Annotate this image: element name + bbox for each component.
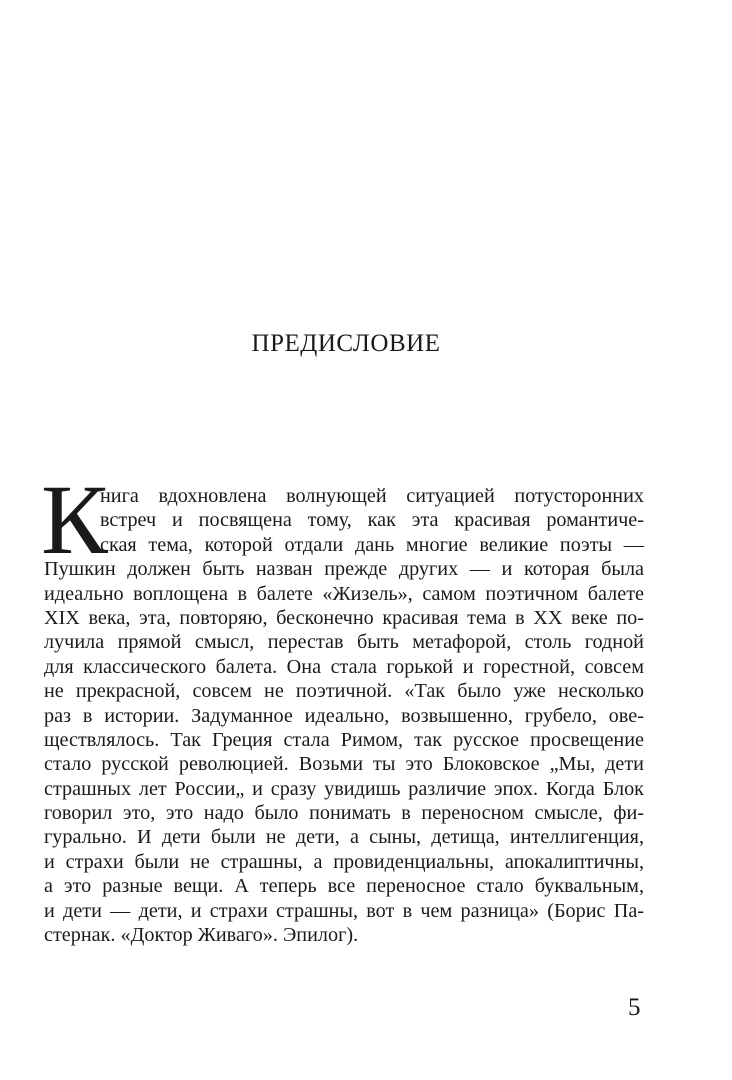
text-line: гурально. И дети были не дети, а сыны, детища, интеллигенция, xyxy=(44,826,644,849)
text-line: лучила прямой смысл, перестав быть метафорой, столь годной xyxy=(44,631,644,654)
text-line: раз в истории. Задуманное идеально, возвышенно, грубело, овe- xyxy=(44,704,644,727)
text-line: ществлялось. Так Греция стала Римом, так русское просвещение xyxy=(44,728,644,751)
text-line: нига вдохновлена волнующей ситуацией потусторонних xyxy=(100,485,644,507)
text-line: встреч и посвящена тому, как эта красивая романтиче- xyxy=(100,509,644,532)
drop-cap: К xyxy=(41,464,108,575)
text-line: Пушкин должен быть назван прежде других — и которая была xyxy=(44,558,644,581)
text-line: стало русской революцией. Возьми ты это Блоковское „Мы, дети xyxy=(44,753,644,776)
text-line: и страхи были не страшны, а провиденциальны, апокалиптичны, xyxy=(44,850,644,873)
text-line: стернак. «Доктор Живаго». Эпилог). xyxy=(44,924,359,947)
text-line: говорил это, это надо было понимать в переносном смысле, фи- xyxy=(44,802,644,825)
text-line: XIX века, эта, повторяю, бесконечно красивая тема в XX веке по- xyxy=(44,606,644,629)
body-paragraph xyxy=(41,464,644,947)
page-title: ПРЕДИСЛОВИЕ xyxy=(251,330,441,357)
text-line: а это разные вещи. А теперь все переносное стало буквальным, xyxy=(44,875,644,898)
text-line: для классического балета. Она стала горькой и горестной, совсем xyxy=(44,655,644,678)
text-line: и дети — дети, и страхи страшны, вот в чем разница» (Борис Па- xyxy=(44,899,644,922)
text-line: ская тема, которой отдали дань многие великие поэты — xyxy=(100,533,644,556)
text-line: идеально воплощена в балете «Жизель», самом поэтичном балете xyxy=(44,582,644,605)
text-line: страшных лет России„ и сразу увидишь различие эпох. Когда Блок xyxy=(44,777,644,800)
text-line: не прекрасной, совсем не поэтичной. «Так было уже несколько xyxy=(44,680,644,703)
page-number: 5 xyxy=(628,994,641,1021)
